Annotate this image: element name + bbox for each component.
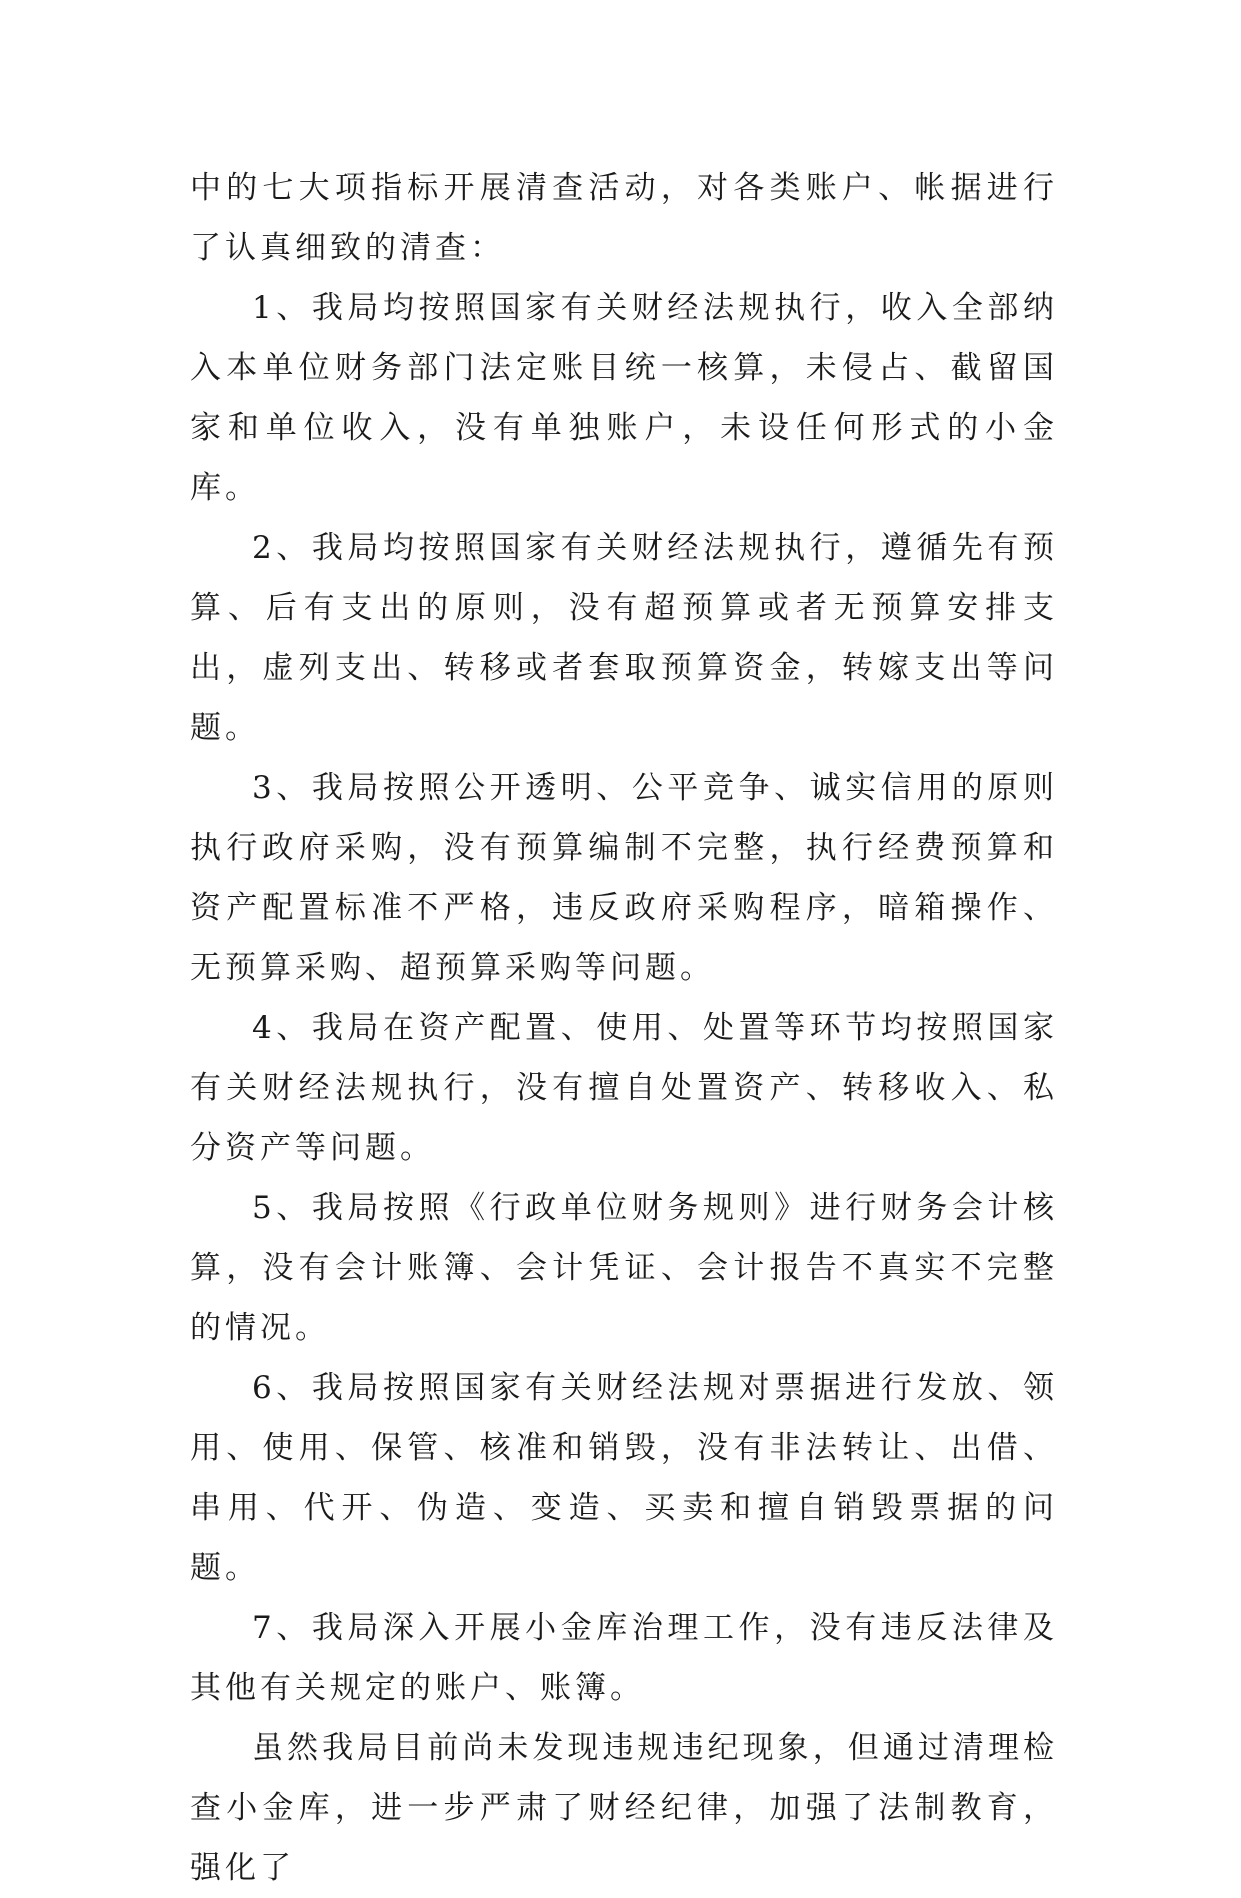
paragraph-item-1: 1、我局均按照国家有关财经法规执行，收入全部纳入本单位财务部门法定账目统一核算，未侵占、截留国家和单位收入，没有单独账户，未设任何形式的小金库。 — [190, 290, 1058, 506]
paragraph-intro: 中的七大项指标开展清查活动，对各类账户、帐据进行了认真细致的清查： — [190, 170, 1058, 266]
document-body — [190, 158, 1058, 1898]
paragraph-item-7: 7、我局深入开展小金库治理工作，没有违反法律及其他有关规定的账户、账簿。 — [190, 1610, 1058, 1706]
paragraph-conclusion: 虽然我局目前尚未发现违规违纪现象，但通过清理检查小金库，进一步严肃了财经纪律，加强了法制教育，强化了 — [190, 1730, 1058, 1886]
paragraph-item-4: 4、我局在资产配置、使用、处置等环节均按照国家有关财经法规执行，没有擅自处置资产、转移收入、私分资产等问题。 — [190, 1010, 1058, 1166]
paragraph-item-5: 5、我局按照《行政单位财务规则》进行财务会计核算，没有会计账簿、会计凭证、会计报告不真实不完整的情况。 — [190, 1190, 1058, 1346]
paragraph-item-3: 3、我局按照公开透明、公平竞争、诚实信用的原则执行政府采购，没有预算编制不完整，执行经费预算和资产配置标准不严格，违反政府采购程序，暗箱操作、无预算采购、超预算采购等问题。 — [190, 770, 1058, 986]
paragraph-item-2: 2、我局均按照国家有关财经法规执行，遵循先有预算、后有支出的原则，没有超预算或者无预算安排支出，虚列支出、转移或者套取预算资金，转嫁支出等问题。 — [190, 530, 1058, 746]
paragraph-item-6: 6、我局按照国家有关财经法规对票据进行发放、领用、使用、保管、核准和销毁，没有非法转让、出借、串用、代开、伪造、变造、买卖和擅自销毁票据的问题。 — [190, 1370, 1058, 1586]
